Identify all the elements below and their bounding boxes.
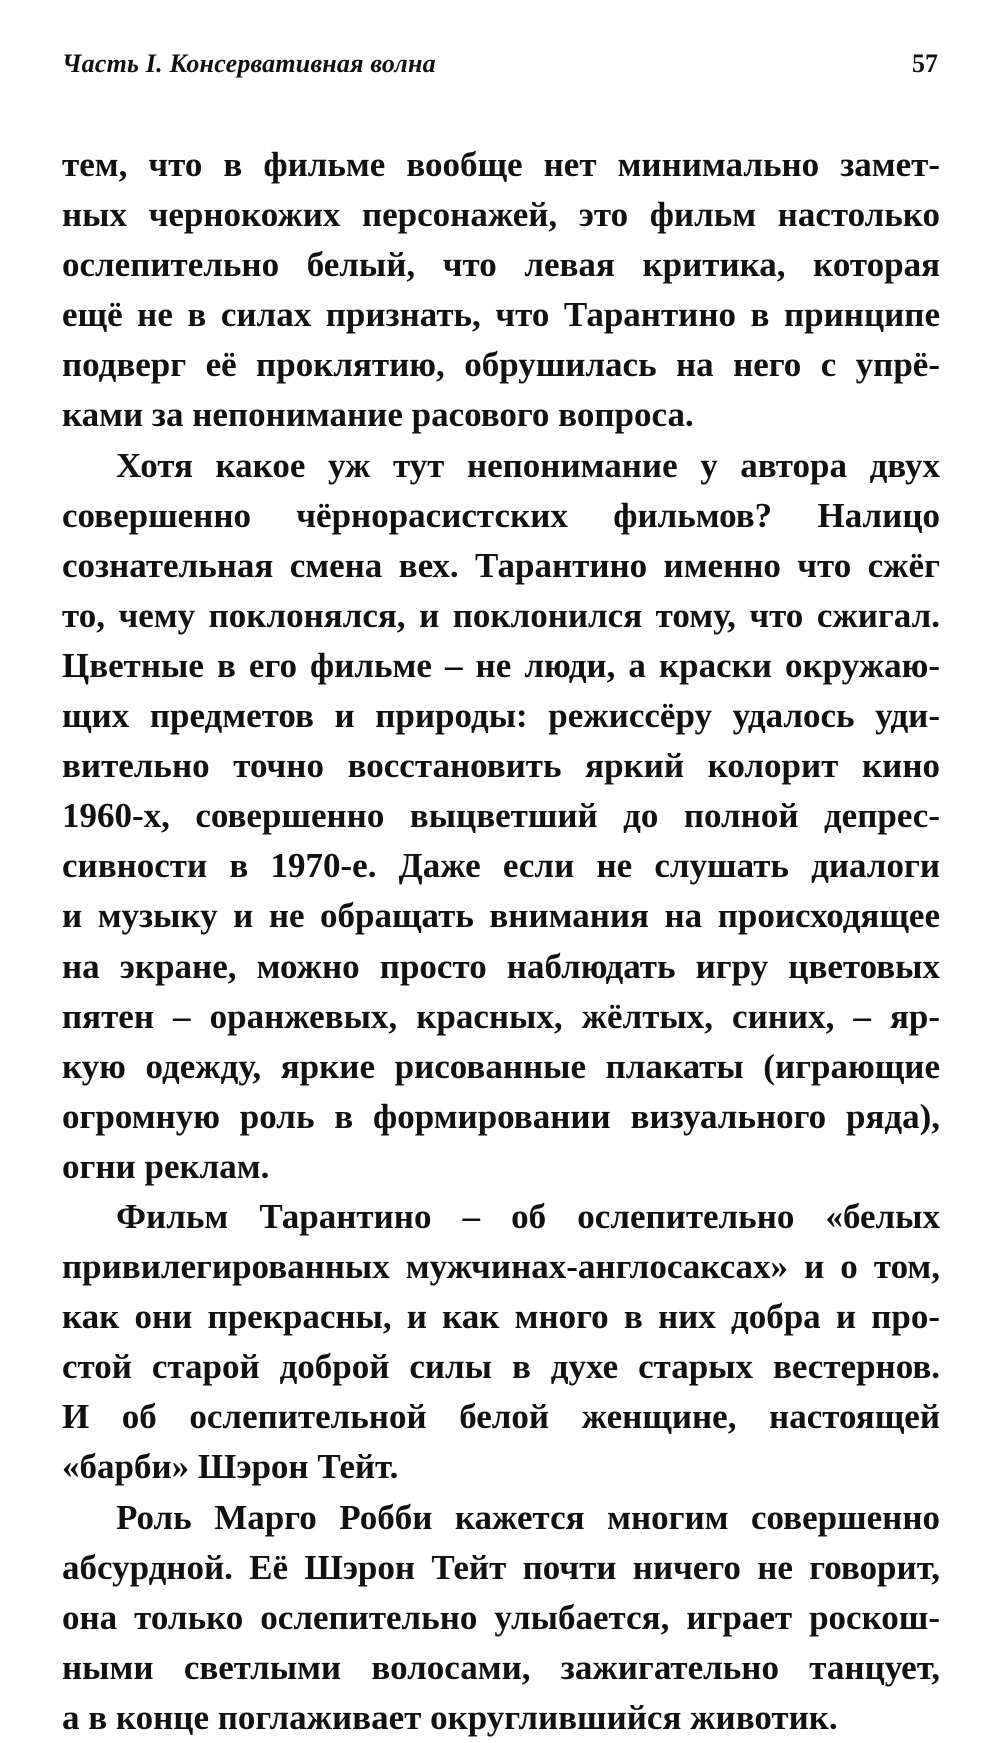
text-line: ослепительно белый, что левая критика, которая	[62, 245, 940, 285]
body-text	[62, 140, 940, 1743]
text-line: сивности в 1970-е. Даже если не слушать диалоги	[62, 846, 940, 886]
chapter-title: Часть I. Консервативная волна	[62, 49, 436, 78]
paragraph	[62, 1493, 940, 1743]
text-line: огни реклам.	[62, 1146, 270, 1186]
text-line: Цветные в его фильме – не люди, а краски окружаю-	[62, 645, 940, 685]
text-line: ещё не в силах признать, что Тарантино в принципе	[62, 295, 940, 335]
text-line: на экране, можно просто наблюдать игру цветовых	[62, 946, 940, 986]
text-line: огромную роль в формировании визуального ряда),	[62, 1096, 940, 1136]
text-line: ных чернокожих персонажей, это фильм настолько	[62, 195, 940, 235]
text-line: И об ослепительной белой женщине, настоящей	[62, 1397, 940, 1437]
text-line: «барби» Шэрон Тейт.	[62, 1447, 399, 1487]
running-header	[62, 44, 938, 84]
text-line: как они прекрасны, и как много в них добра и про-	[62, 1297, 940, 1337]
paragraph	[62, 140, 940, 441]
text-line: она только ослепительно улыбается, играет роскош-	[62, 1597, 940, 1637]
text-line: то, чему поклонялся, и поклонился тому, что сжигал.	[62, 595, 940, 635]
text-line: стой старой доброй силы в духе старых вестернов.	[62, 1347, 940, 1387]
paragraph	[62, 441, 940, 1192]
text-line: щих предметов и природы: режиссёру удалось уди-	[62, 696, 940, 736]
text-line: привилегированных мужчинах-англосаксах» и о том,	[62, 1247, 940, 1287]
paragraph	[62, 1192, 940, 1493]
text-line: вительно точно восстановить яркий колорит кино	[62, 746, 940, 786]
page-number: 57	[912, 49, 938, 78]
text-line: подверг её проклятию, обрушилась на него с упрё-	[62, 345, 940, 385]
text-line: ными светлыми волосами, зажигательно танцует,	[62, 1647, 940, 1687]
text-line: кую одежду, яркие рисованные плакаты (играющие	[62, 1046, 940, 1086]
text-line: и музыку и не обращать внимания на происходящее	[62, 896, 940, 936]
text-line: Роль Марго Робби кажется многим совершенно	[116, 1497, 940, 1537]
text-line: абсурдной. Её Шэрон Тейт почти ничего не говорит,	[62, 1547, 940, 1587]
text-line: совершенно чёрнорасистских фильмов? Налицо	[62, 495, 940, 535]
text-line: пятен – оранжевых, красных, жёлтых, синих, – яр-	[62, 996, 940, 1036]
text-line: сознательная смена вех. Тарантино именно что сжёг	[62, 545, 940, 585]
text-line: а в конце поглаживает округлившийся животик.	[62, 1697, 838, 1737]
text-line: Хотя какое уж тут непонимание у автора двух	[116, 445, 940, 485]
text-line: Фильм Тарантино – об ослепительно «белых	[116, 1196, 940, 1236]
text-line: тем, что в фильме вообще нет минимально замет-	[62, 145, 940, 184]
text-line: ками за непонимание расового вопроса.	[62, 395, 694, 435]
text-line: 1960-х, совершенно выцветший до полной депрес-	[62, 796, 940, 836]
